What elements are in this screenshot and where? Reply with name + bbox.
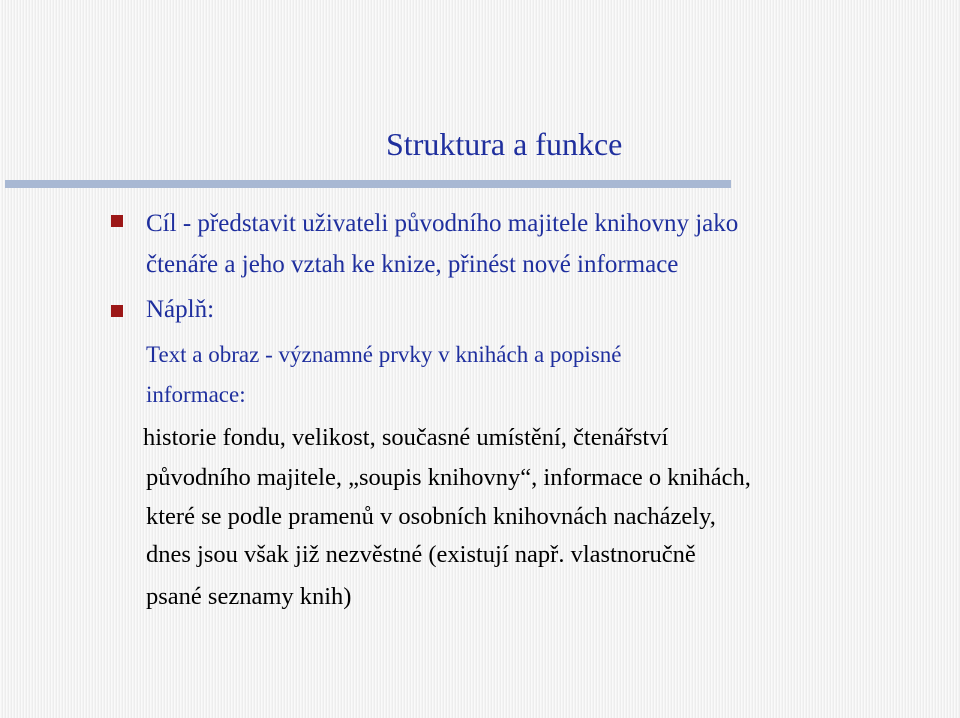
title-underline	[5, 180, 731, 188]
square-bullet-icon	[111, 215, 123, 227]
bullet-text-line: Náplň:	[146, 296, 215, 323]
sub-text-line: Text a obraz - významné prvky v knihách a popisné	[146, 342, 622, 367]
square-bullet-icon	[111, 305, 123, 317]
bullet-text-line: čtenáře a jeho vztah ke knize, přinést nové informace	[146, 251, 679, 278]
bullet-text-line: Cíl - představit uživateli původního majitele knihovny jako	[146, 210, 739, 237]
sub-text-line: informace:	[146, 382, 246, 407]
detail-text-line: psané seznamy knih)	[146, 583, 352, 610]
detail-text-line: původního majitele, „soupis knihovny“, informace o knihách,	[146, 464, 751, 491]
detail-text-line: historie fondu, velikost, současné umístění, čtenářství	[143, 424, 669, 451]
slide-title: Struktura a funkce	[386, 126, 623, 162]
detail-text-line: dnes jsou však již nezvěstné (existují např. vlastnoručně	[146, 541, 696, 568]
detail-text-line: které se podle pramenů v osobních knihovnách nacházely,	[146, 503, 716, 530]
